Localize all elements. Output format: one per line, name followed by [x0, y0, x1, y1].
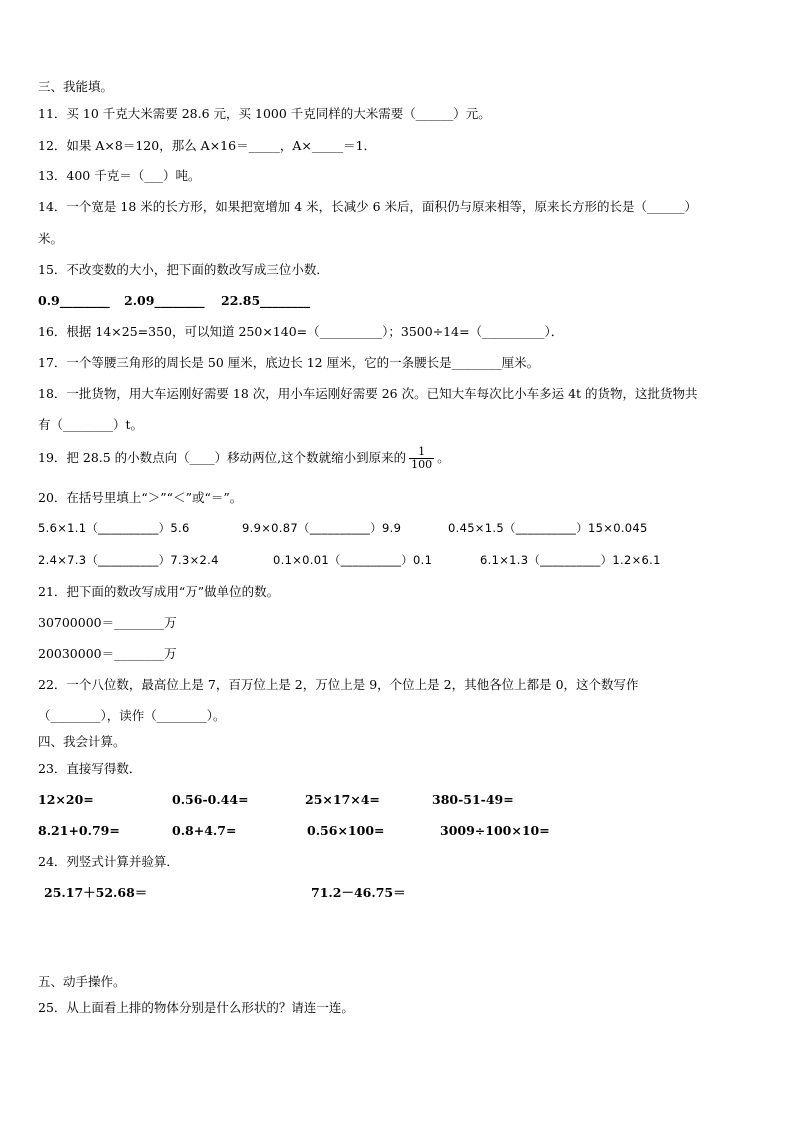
question-25: 25．从上面看上排的物体分别是什么形状的？请连一连。 — [38, 1000, 354, 1015]
q23-r2-c1: 8.21+0.79= — [38, 823, 120, 838]
question-15: 15．不改变数的大小，把下面的数改写成三位小数． — [38, 262, 329, 277]
question-23: 23．直接写得数． — [38, 761, 142, 776]
q15-item-1: 0.9________ — [38, 293, 110, 308]
question-14-line1: 14．一个宽是 18 米的长方形，如果把宽增加 4 米，长减少 6 米后，面积仍与原来相等，原来长方形的长是（______） — [38, 199, 698, 214]
q23-r1-c2: 0.56-0.44= — [172, 792, 249, 807]
section-3-title: 三、我能填。 — [38, 79, 114, 94]
question-13: 13．400 千克＝（___）吨。 — [38, 168, 201, 183]
q15-item-2: 2.09________ — [124, 293, 205, 308]
q24-item-1: 25.17＋52.68＝ — [44, 885, 148, 900]
q23-r1-c3: 25×17×4= — [305, 792, 380, 807]
q23-r1-c1: 12×20= — [38, 792, 94, 807]
question-18-line2: 有（________）t。 — [38, 417, 144, 432]
q19-end: 。 — [437, 450, 450, 465]
q23-r2-c4: 3009÷100×10= — [440, 823, 550, 838]
question-20: 20．在括号里填上“＞”“＜”或“＝”。 — [38, 490, 243, 505]
q20-r2-c3: 6.1×1.3（__________）1.2×6.1 — [480, 553, 661, 567]
q20-r2-c1: 2.4×7.3（__________）7.3×2.4 — [38, 553, 219, 567]
fraction-one-hundredth — [409, 446, 434, 471]
q20-r1-c3: 0.45×1.5（__________）15×0.045 — [448, 521, 648, 535]
fraction-denominator: 100 — [411, 458, 433, 471]
section-5-title: 五、动手操作。 — [38, 974, 126, 989]
question-14-line2: 米。 — [38, 231, 64, 246]
question-22-line2: （________），读作（________）。 — [38, 708, 226, 723]
q20-r2-c2: 0.1×0.01（__________）0.1 — [273, 553, 433, 567]
question-21: 21．把下面的数改写成用“万”做单位的数。 — [38, 584, 280, 599]
question-11: 11．买 10 千克大米需要 28.6 元，买 1000 千克同样的大米需要（______）元。 — [38, 106, 491, 121]
q23-r2-c2: 0.8+4.7= — [172, 823, 237, 838]
question-18-line1: 18．一批货物，用大车运刚好需要 18 次，用小车运刚好需要 26 次。已知大车每次比小车多运 4t 的货物，这批货物共 — [38, 386, 698, 401]
q23-r1-c4: 380-51-49= — [432, 792, 514, 807]
question-22-line1: 22．一个八位数，最高位上是 7，百万位上是 2，万位上是 9，个位上是 2，其他各位上都是 0，这个数写作 — [38, 677, 639, 692]
question-12: 12．如果 A×8＝120，那么 A×16＝_____，A×_____＝1． — [38, 138, 377, 153]
q21-item-1: 30700000＝________万 — [38, 615, 177, 630]
q21-item-2: 20030000＝________万 — [38, 646, 177, 661]
q20-r1-c2: 9.9×0.87（__________）9.9 — [242, 521, 402, 535]
q23-r2-c3: 0.56×100= — [307, 823, 385, 838]
q19-text: 19．把 28.5 的小数点向（____）移动两位,这个数就缩小到原来的 — [38, 450, 407, 465]
section-4-title: 四、我会计算。 — [38, 734, 126, 749]
question-16: 16．根据 14×25=350，可以知道 250×140=（__________）；3500÷14=（__________）． — [38, 324, 564, 339]
q20-r1-c1: 5.6×1.1（__________）5.6 — [38, 521, 190, 535]
question-17: 17．一个等腰三角形的周长是 50 厘米，底边长 12 厘米，它的一条腰长是________厘米。 — [38, 355, 540, 370]
q15-item-3: 22.85________ — [221, 293, 311, 308]
fraction-numerator: 1 — [409, 446, 434, 459]
q24-item-2: 71.2－46.75＝ — [311, 885, 406, 900]
question-24: 24．列竖式计算并验算． — [38, 854, 179, 869]
question-19 — [38, 446, 450, 471]
